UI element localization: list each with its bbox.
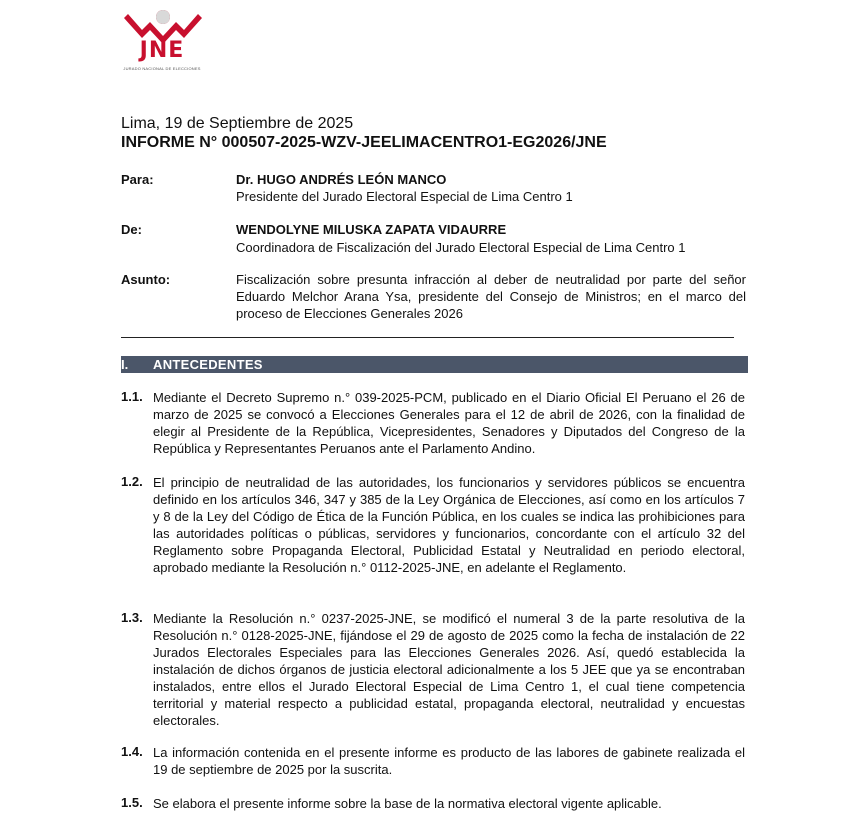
subject-text: Fiscalización sobre presunta infracción al deber de neutralidad por parte del señor Eduardo Melchor Arana Ysa, presidente del Consejo de Ministros; en el marco del proceso de Elecciones Generales 2026: [236, 272, 746, 321]
item-text: Se elabora el presente informe sobre la base de la normativa electoral vigente aplicable.: [153, 796, 662, 811]
item-number: 1.1.: [121, 389, 143, 404]
subject-label: Asunto:: [121, 272, 171, 287]
place-date: Lima, 19 de Septiembre de 2025: [121, 115, 354, 132]
item-text: Mediante la Resolución n.° 0237-2025-JNE, se modificó el numeral 3 de la parte resolutiva de la Resolución n.° 0128-2025-JNE, fijándose el 29 de agosto de 2025 como la fecha de instalación de 22 Jurados Electorales Especiales para las Elecciones Generales 2026. Así, quedó establecida la instalación de dichos órganos de justicia electoral adicionalmente a los 5 JEE que ya se encontraban instalados, entre ellos el Jurado Electoral Especial de Lima Centro 1, el cual tiene competencia territorial y material respecto a publicidad estatal, propaganda electoral, neutralidad y encuestas electorales.: [153, 611, 745, 728]
from-role: Coordinadora de Fiscalización del Jurado Electoral Especial de Lima Centro 1: [236, 240, 686, 255]
section-title: ANTECEDENTES: [153, 357, 263, 372]
section-number: I.: [121, 357, 129, 372]
item-number: 1.3.: [121, 610, 143, 625]
item-number: 1.4.: [121, 744, 143, 759]
item-text: Mediante el Decreto Supremo n.° 039-2025-PCM, publicado en el Diario Oficial El Peruano el 26 de marzo de 2025 se convocó a Elecciones Generales para el 12 de abril de 2026, con la finalidad de elegir al Presidente de la República, Vicepresidentes, Senadores y Diputados del Congreso de la República y Representantes Peruanos ante el Parlamento Andino.: [153, 390, 745, 456]
to-label: Para:: [121, 172, 154, 187]
logo-subtitle: JURADO NACIONAL DE ELECCIONES: [123, 66, 201, 71]
from-label: De:: [121, 222, 142, 237]
item-text: El principio de neutralidad de las autoridades, los funcionarios y servidores públicos se encuentra definido en los artículos 346, 347 y 385 de la Ley Orgánica de Elecciones, así como en los artículos 7 y 8 de la Ley del Código de Ética de la Función Pública, en los cuales se indica las prohibiciones para las autoridades políticas o públicas, servidores y funcionarios, concordante con el artículo 32 del Reglamento sobre Propaganda Electoral, Publicidad Estatal y Neutralidad en periodo electoral, aprobado mediante la Resolución n.° 0112-2025-JNE, en adelante el Reglamento.: [153, 475, 745, 575]
report-title: INFORME N° 000507-2025-WZV-JEELIMACENTRO1-EG2026/JNE: [121, 134, 607, 151]
to-name: Dr. HUGO ANDRÉS LEÓN MANCO: [236, 172, 447, 187]
section-header: [121, 356, 748, 373]
logo-wordmark: JNE: [139, 38, 185, 63]
item-number: 1.2.: [121, 474, 143, 489]
header-divider: [121, 337, 734, 338]
from-name: WENDOLYNE MILUSKA ZAPATA VIDAURRE: [236, 222, 507, 237]
item-text: La información contenida en el presente informe es producto de las labores de gabinete realizada el 19 de septiembre de 2025 por la suscrita.: [153, 745, 745, 777]
item-number: 1.5.: [121, 795, 143, 810]
to-role: Presidente del Jurado Electoral Especial de Lima Centro 1: [236, 189, 573, 204]
